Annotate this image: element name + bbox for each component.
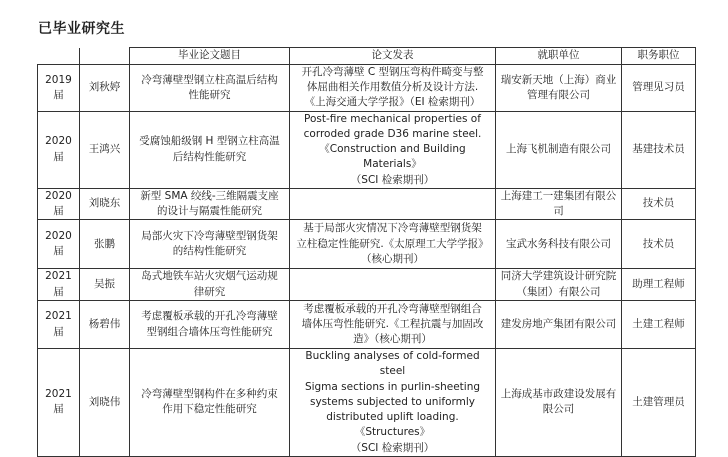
student-name-cell: 王鸿兴 <box>80 111 130 188</box>
position-cell: 技术员 <box>622 188 696 219</box>
publication-cell <box>290 111 496 188</box>
position-cell: 管理见习员 <box>622 65 696 112</box>
employer-cell <box>496 220 622 269</box>
header-name-blank <box>80 48 130 65</box>
employer-cell-line: 建发房地产集团有限公司 <box>500 318 617 331</box>
publication-cell-line: Post-fire mechanical properties of <box>304 112 481 125</box>
student-name-cell: 张鹏 <box>80 220 130 269</box>
employer-cell-line: 上海成基市政建设发展有 <box>500 388 617 401</box>
graduates-table <box>37 47 696 457</box>
student-name-cell: 刘晓东 <box>80 188 130 219</box>
publication-cell <box>290 269 496 301</box>
student-name-cell: 杨碧伟 <box>80 301 130 349</box>
student-name-cell: 吴振 <box>80 269 130 301</box>
table-row <box>38 220 696 269</box>
employer-cell-line: 瑞安新天地（上海）商业 <box>500 73 617 86</box>
student-name-cell: 刘晓伟 <box>80 349 130 457</box>
graduation-year-cell: 2021 届 <box>38 301 80 349</box>
thesis-title-cell-line: 冷弯薄壁型钢构件在多种约束 <box>141 388 278 401</box>
thesis-title-cell-line: 的设计与隔震性能研究 <box>157 204 262 217</box>
publication-cell <box>290 65 496 112</box>
table-row <box>38 349 696 457</box>
publication-cell-line: 墙体压弯性能研究.《工程抗震与加固改 <box>301 318 484 331</box>
publication-cell-line: distributed uplift loading.《Structures》 <box>326 411 459 439</box>
thesis-title-cell-line: 的结构性能研究 <box>172 245 247 258</box>
employer-cell-line: 司 <box>553 204 564 217</box>
employer-cell <box>496 111 622 188</box>
publication-cell-line: Buckling analyses of cold-formed steel <box>305 350 480 378</box>
thesis-title-cell <box>130 269 290 301</box>
table-row <box>38 111 696 188</box>
table-row <box>38 301 696 349</box>
employer-cell-line: （集团）有限公司 <box>516 285 601 298</box>
employer-cell-line: 管理有限公司 <box>527 88 590 101</box>
employer-cell <box>496 269 622 301</box>
employer-cell-line: 上海建工一建集团有限公 <box>500 189 617 202</box>
publication-cell-line: 《上海交通大学学报》（EI 检索期刊） <box>304 96 481 109</box>
graduation-year-cell: 2020 届 <box>38 111 80 188</box>
employer-cell <box>496 65 622 112</box>
publication-cell-line: 体屈曲相关作用数值分析及设计方法. <box>306 81 479 94</box>
publication-cell <box>290 220 496 269</box>
thesis-title-cell <box>130 65 290 112</box>
thesis-title-cell-line: 岛式地铁车站火灾烟气运动规 <box>141 270 278 283</box>
graduation-year-cell: 2021 届 <box>38 349 80 457</box>
publication-cell-line: （核心期刊） <box>361 252 424 265</box>
publication-cell-line: Sigma sections in purlin-sheeting <box>304 380 481 393</box>
thesis-title-cell <box>130 111 290 188</box>
thesis-title-cell-line: 冷弯薄壁型钢立柱高温后结构 <box>141 73 278 86</box>
publication-cell <box>290 349 496 457</box>
publication-cell-line: 考虑覆板承载的开孔冷弯薄壁型钢组合 <box>303 302 482 315</box>
thesis-title-cell <box>130 301 290 349</box>
position-cell: 助理工程师 <box>622 269 696 301</box>
position-cell: 基建技术员 <box>622 111 696 188</box>
employer-cell-line: 上海飞机制造有限公司 <box>506 143 611 156</box>
publication-cell-line: 立柱稳定性能研究.《太原理工大学学报》 <box>296 237 489 250</box>
table-header-row <box>38 48 696 65</box>
publication-cell-line: （SCI 检索期刊） <box>350 173 435 186</box>
thesis-title-cell-line: 作用下稳定性能研究 <box>162 403 257 416</box>
position-cell: 土建工程师 <box>622 301 696 349</box>
table-row <box>38 188 696 219</box>
graduation-year-cell: 2021 届 <box>38 269 80 301</box>
student-name-cell: 刘秋婷 <box>80 65 130 112</box>
header-position: 职务职位 <box>622 48 696 65</box>
employer-cell <box>496 188 622 219</box>
graduation-year-cell: 2020 届 <box>38 220 80 269</box>
publication-cell-line: 基于局部火灾情况下冷弯薄壁型钢货架 <box>303 222 482 235</box>
header-publication: 论文发表 <box>290 48 496 65</box>
table-row <box>38 269 696 301</box>
page-title: 已毕业研究生 <box>38 21 125 37</box>
employer-cell <box>496 349 622 457</box>
table-body <box>38 65 696 457</box>
publication-cell-line: systems subjected to uniformly <box>309 395 475 408</box>
position-cell: 技术员 <box>622 220 696 269</box>
thesis-title-cell-line: 考虑覆板承载的开孔冷弯薄壁 <box>141 310 278 323</box>
thesis-title-cell-line: 受腐蚀船级钢 H 型钢立柱高温 <box>139 135 280 148</box>
thesis-title-cell-line: 新型 SMA 绞线-三维隔震支座 <box>140 189 279 202</box>
thesis-title-cell-line: 性能研究 <box>188 88 231 101</box>
position-cell: 土建管理员 <box>622 349 696 457</box>
employer-cell <box>496 301 622 349</box>
graduation-year-cell: 2020 届 <box>38 188 80 219</box>
employer-cell-line: 宝武水务科技有限公司 <box>506 237 611 250</box>
thesis-title-cell-line: 型钢组合墙体压弯性能研究 <box>146 325 273 338</box>
table-row <box>38 65 696 112</box>
publication-cell-line: corroded grade D36 marine steel. <box>303 127 482 140</box>
publication-cell-line: 《Construction and Building Materials》 <box>319 143 466 171</box>
thesis-title-cell <box>130 220 290 269</box>
graduation-year-cell: 2019 届 <box>38 65 80 112</box>
header-year-blank <box>38 48 80 65</box>
thesis-title-cell <box>130 349 290 457</box>
thesis-title-cell-line: 律研究 <box>193 285 226 298</box>
employer-cell-line: 限公司 <box>542 403 575 416</box>
publication-cell-line: 开孔冷弯薄壁 C 型钢压弯构件畸变与整 <box>301 66 484 78</box>
publication-cell-line: 造》（核心期刊） <box>353 333 432 346</box>
publication-cell-line: （SCI 检索期刊） <box>350 441 435 454</box>
employer-cell-line: 同济大学建筑设计研究院 <box>500 270 617 283</box>
publication-cell <box>290 301 496 349</box>
thesis-title-cell-line: 局部火灾下冷弯薄壁型钢货架 <box>141 229 278 242</box>
header-thesis-title: 毕业论文题目 <box>130 48 290 65</box>
thesis-title-cell <box>130 188 290 219</box>
publication-cell <box>290 188 496 219</box>
header-employer: 就职单位 <box>496 48 622 65</box>
thesis-title-cell-line: 后结构性能研究 <box>172 150 247 163</box>
